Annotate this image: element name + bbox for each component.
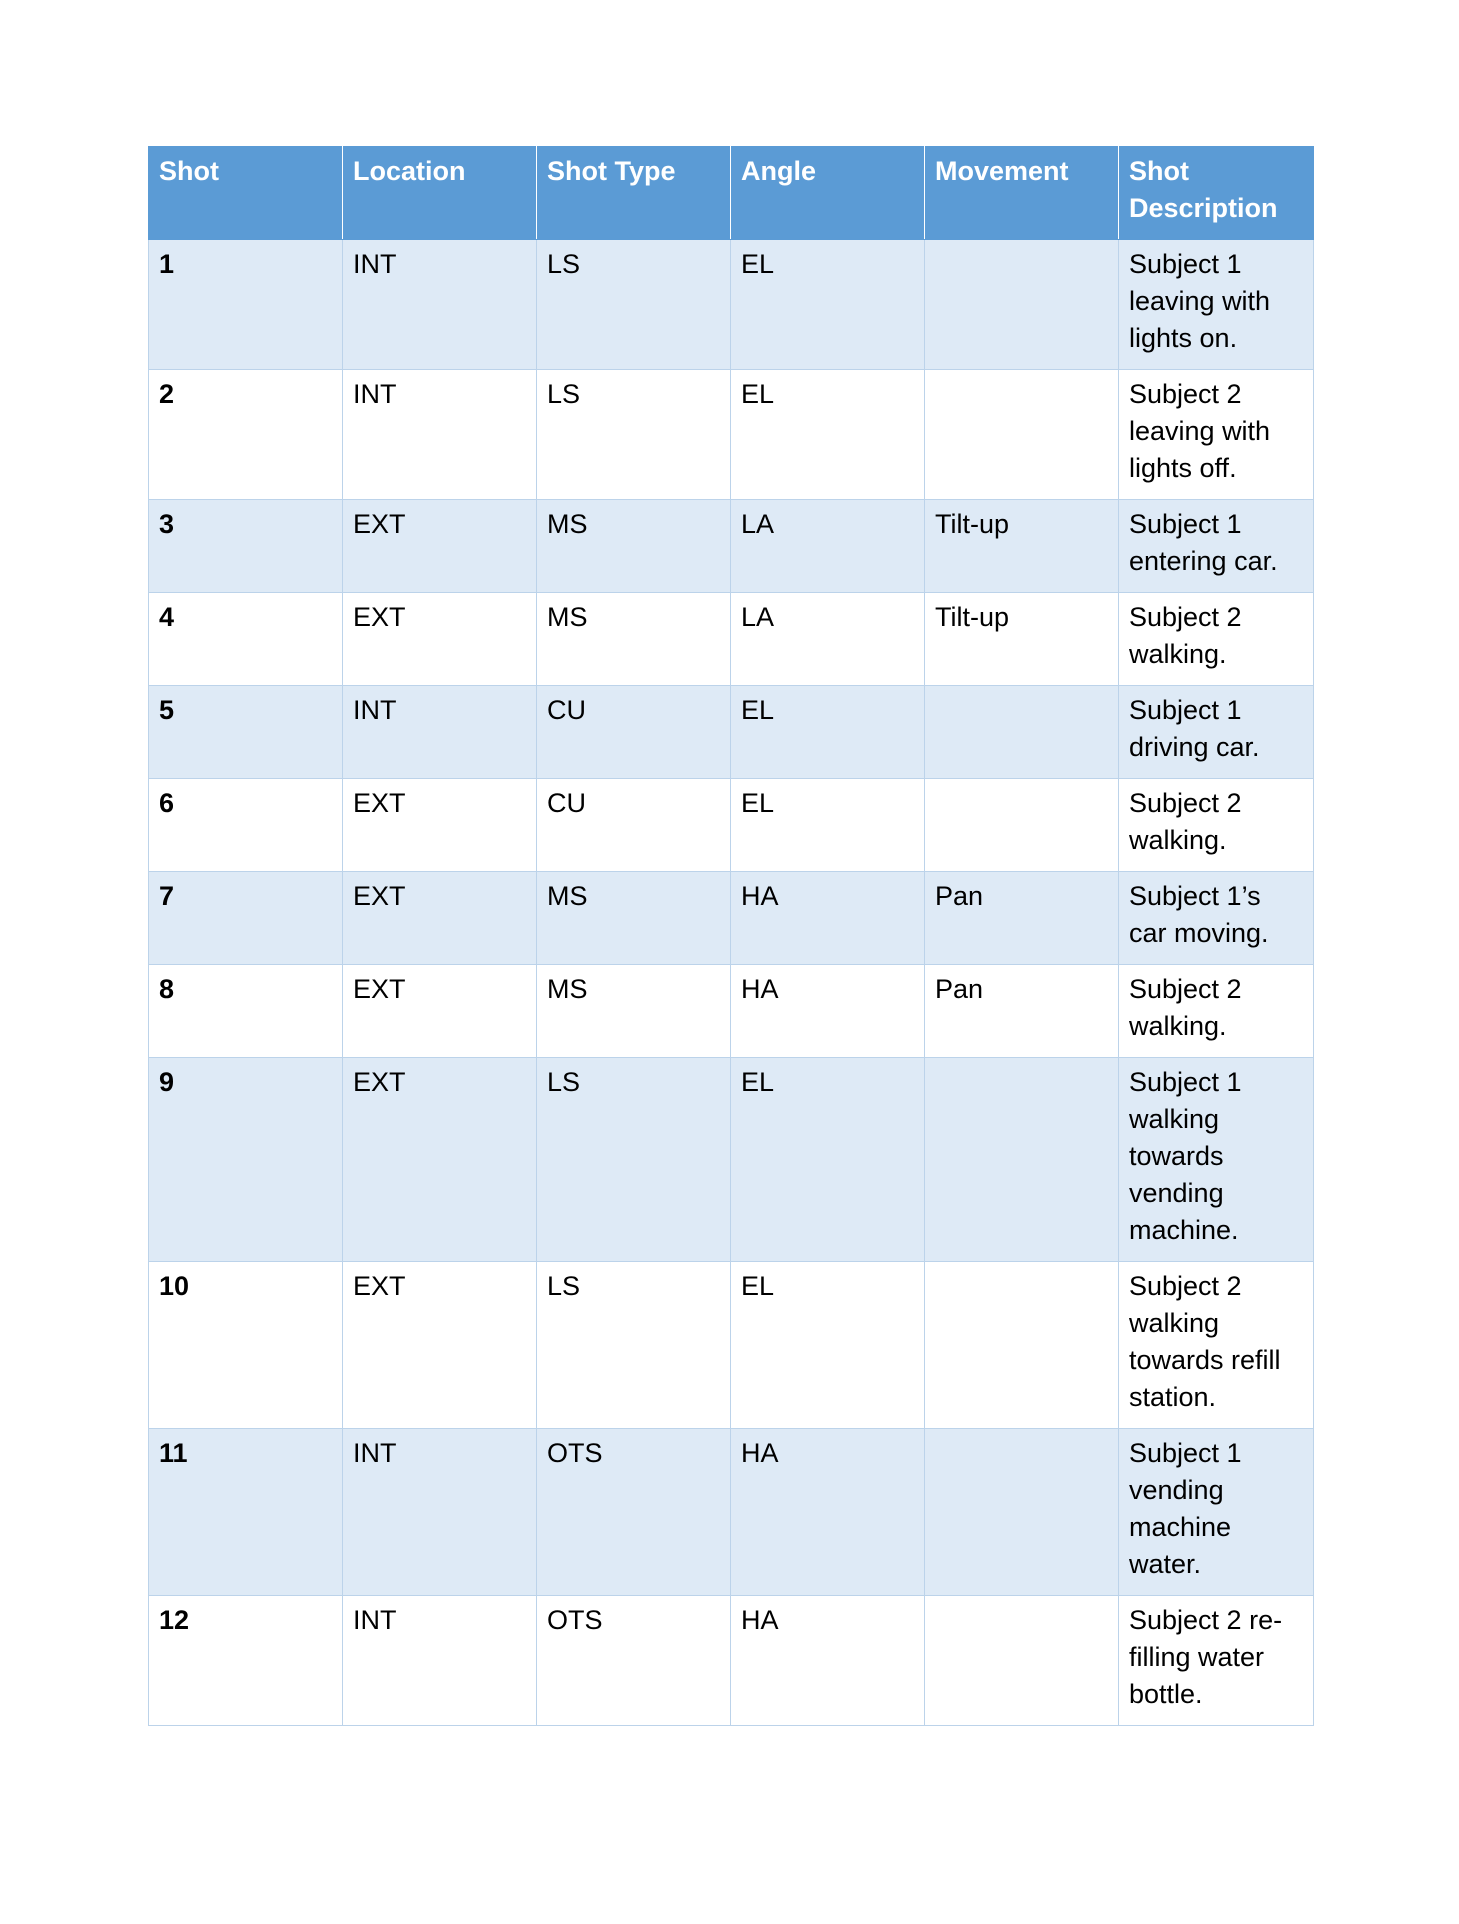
- cell-shot: 3: [149, 500, 343, 593]
- cell-shot-type: LS: [537, 1262, 731, 1429]
- cell-shot-type: MS: [537, 593, 731, 686]
- cell-movement: [925, 240, 1119, 370]
- cell-description: Subject 2 walking.: [1119, 965, 1314, 1058]
- cell-location: INT: [343, 370, 537, 500]
- cell-description: Subject 2 leaving with lights off.: [1119, 370, 1314, 500]
- table-row: [149, 965, 1314, 1058]
- cell-shot-type: MS: [537, 872, 731, 965]
- cell-description: Subject 2 re-filling water bottle.: [1119, 1596, 1314, 1726]
- cell-location: EXT: [343, 965, 537, 1058]
- cell-shot: 1: [149, 240, 343, 370]
- cell-description: Subject 2 walking towards refill station.: [1119, 1262, 1314, 1429]
- cell-shot-type: MS: [537, 965, 731, 1058]
- cell-location: INT: [343, 686, 537, 779]
- cell-shot: 7: [149, 872, 343, 965]
- cell-angle: EL: [731, 370, 925, 500]
- cell-shot: 10: [149, 1262, 343, 1429]
- table-row: [149, 370, 1314, 500]
- table-row: [149, 779, 1314, 872]
- cell-shot-type: LS: [537, 370, 731, 500]
- cell-movement: Tilt-up: [925, 500, 1119, 593]
- cell-location: EXT: [343, 1262, 537, 1429]
- cell-location: EXT: [343, 872, 537, 965]
- header-row: [149, 147, 1314, 240]
- cell-description: Subject 1 vending machine water.: [1119, 1429, 1314, 1596]
- header-shot-type: Shot Type: [537, 147, 731, 240]
- cell-location: EXT: [343, 500, 537, 593]
- header-angle: Angle: [731, 147, 925, 240]
- cell-movement: [925, 1429, 1119, 1596]
- cell-location: EXT: [343, 593, 537, 686]
- header-movement: Movement: [925, 147, 1119, 240]
- cell-description: Subject 1 driving car.: [1119, 686, 1314, 779]
- cell-angle: HA: [731, 965, 925, 1058]
- cell-location: INT: [343, 1429, 537, 1596]
- cell-description: Subject 1 walking towards vending machine.: [1119, 1058, 1314, 1262]
- cell-location: EXT: [343, 779, 537, 872]
- table-row: [149, 1596, 1314, 1726]
- cell-shot-type: LS: [537, 1058, 731, 1262]
- cell-shot-type: OTS: [537, 1596, 731, 1726]
- table-row: [149, 240, 1314, 370]
- cell-description: Subject 1’s car moving.: [1119, 872, 1314, 965]
- cell-location: EXT: [343, 1058, 537, 1262]
- cell-description: Subject 2 walking.: [1119, 779, 1314, 872]
- cell-angle: HA: [731, 1596, 925, 1726]
- cell-shot-type: MS: [537, 500, 731, 593]
- table-row: [149, 1262, 1314, 1429]
- cell-movement: [925, 1262, 1119, 1429]
- cell-description: Subject 2 walking.: [1119, 593, 1314, 686]
- cell-angle: EL: [731, 1058, 925, 1262]
- cell-movement: Pan: [925, 872, 1119, 965]
- shot-list-table: [148, 146, 1314, 1726]
- cell-shot: 4: [149, 593, 343, 686]
- cell-movement: [925, 1596, 1119, 1726]
- table-row: [149, 1058, 1314, 1262]
- cell-movement: [925, 686, 1119, 779]
- table-row: [149, 593, 1314, 686]
- cell-angle: EL: [731, 686, 925, 779]
- cell-shot: 6: [149, 779, 343, 872]
- cell-angle: HA: [731, 1429, 925, 1596]
- cell-angle: EL: [731, 1262, 925, 1429]
- cell-angle: LA: [731, 500, 925, 593]
- cell-movement: Pan: [925, 965, 1119, 1058]
- cell-shot: 8: [149, 965, 343, 1058]
- cell-shot: 9: [149, 1058, 343, 1262]
- cell-description: Subject 1 entering car.: [1119, 500, 1314, 593]
- table-row: [149, 872, 1314, 965]
- cell-movement: [925, 370, 1119, 500]
- cell-location: INT: [343, 240, 537, 370]
- cell-angle: EL: [731, 779, 925, 872]
- table-row: [149, 686, 1314, 779]
- cell-angle: HA: [731, 872, 925, 965]
- cell-movement: [925, 779, 1119, 872]
- cell-description: Subject 1 leaving with lights on.: [1119, 240, 1314, 370]
- cell-shot: 2: [149, 370, 343, 500]
- cell-shot-type: CU: [537, 779, 731, 872]
- cell-shot: 5: [149, 686, 343, 779]
- cell-shot-type: LS: [537, 240, 731, 370]
- table-row: [149, 500, 1314, 593]
- cell-shot: 11: [149, 1429, 343, 1596]
- header-shot: Shot: [149, 147, 343, 240]
- cell-movement: [925, 1058, 1119, 1262]
- cell-shot-type: CU: [537, 686, 731, 779]
- cell-movement: Tilt-up: [925, 593, 1119, 686]
- cell-location: INT: [343, 1596, 537, 1726]
- header-location: Location: [343, 147, 537, 240]
- cell-shot-type: OTS: [537, 1429, 731, 1596]
- cell-angle: LA: [731, 593, 925, 686]
- cell-shot: 12: [149, 1596, 343, 1726]
- cell-angle: EL: [731, 240, 925, 370]
- header-shot-description: Shot Description: [1119, 147, 1314, 240]
- table-row: [149, 1429, 1314, 1596]
